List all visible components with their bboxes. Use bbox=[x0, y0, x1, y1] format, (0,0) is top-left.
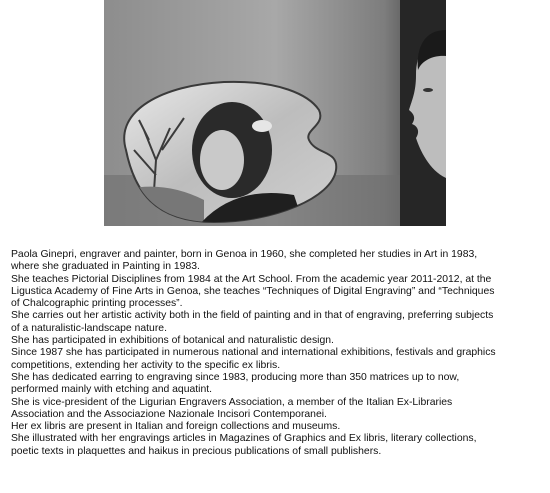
bio-line: competitions, extending her activity to the specific ex libris. bbox=[11, 359, 281, 371]
bio-line: She illustrated with her engravings articles in Magazines of Graphics and Ex libris, literary collections, bbox=[11, 433, 477, 445]
portrait-photo bbox=[104, 0, 446, 226]
bio-line: of a naturalistic-landscape nature. bbox=[11, 322, 167, 334]
biography-text bbox=[11, 249, 541, 458]
bio-line: She has participated in exhibitions of botanical and naturalistic design. bbox=[11, 335, 334, 347]
bio-line: performed mainly with etching and aquatint. bbox=[11, 384, 212, 396]
bio-line: Her ex libris are present in Italian and foreign collections and museums. bbox=[11, 421, 341, 433]
bio-line: She carries out her artistic activity both in the field of painting and in that of engraving, preferring subjects bbox=[11, 310, 494, 322]
portrait-illustration bbox=[104, 0, 446, 226]
bio-line: Since 1987 she has participated in numerous national and international exhibitions, festivals and graphics bbox=[11, 347, 496, 359]
bio-line: She teaches Pictorial Disciplines from 1984 at the Art School. From the academic year 2011-2012, at the bbox=[11, 273, 492, 285]
bio-line: She has dedicated earring to engraving since 1983, producing more than 350 matrices up to now, bbox=[11, 371, 460, 383]
bio-line: of Chalcographic printing processes”. bbox=[11, 298, 183, 310]
bio-line: Ligustica Academy of Fine Arts in Genoa, she teaches “Techniques of Digital Engraving” and “Techniques bbox=[11, 285, 495, 297]
bio-line: where she graduated in Painting in 1983. bbox=[11, 261, 200, 273]
bio-line: Association and the Associazione Nazionale Incisori Contemporanei. bbox=[11, 408, 327, 420]
bio-line: poetic texts in plaquettes and haikus in precious publications of small publishers. bbox=[11, 445, 382, 457]
bio-line: Paola Ginepri, engraver and painter, born in Genoa in 1960, she completed her studies in Art in 1983, bbox=[11, 249, 478, 260]
bio-line: She is vice-president of the Ligurian Engravers Association, a member of the Italian Ex-Libraries bbox=[11, 396, 453, 408]
